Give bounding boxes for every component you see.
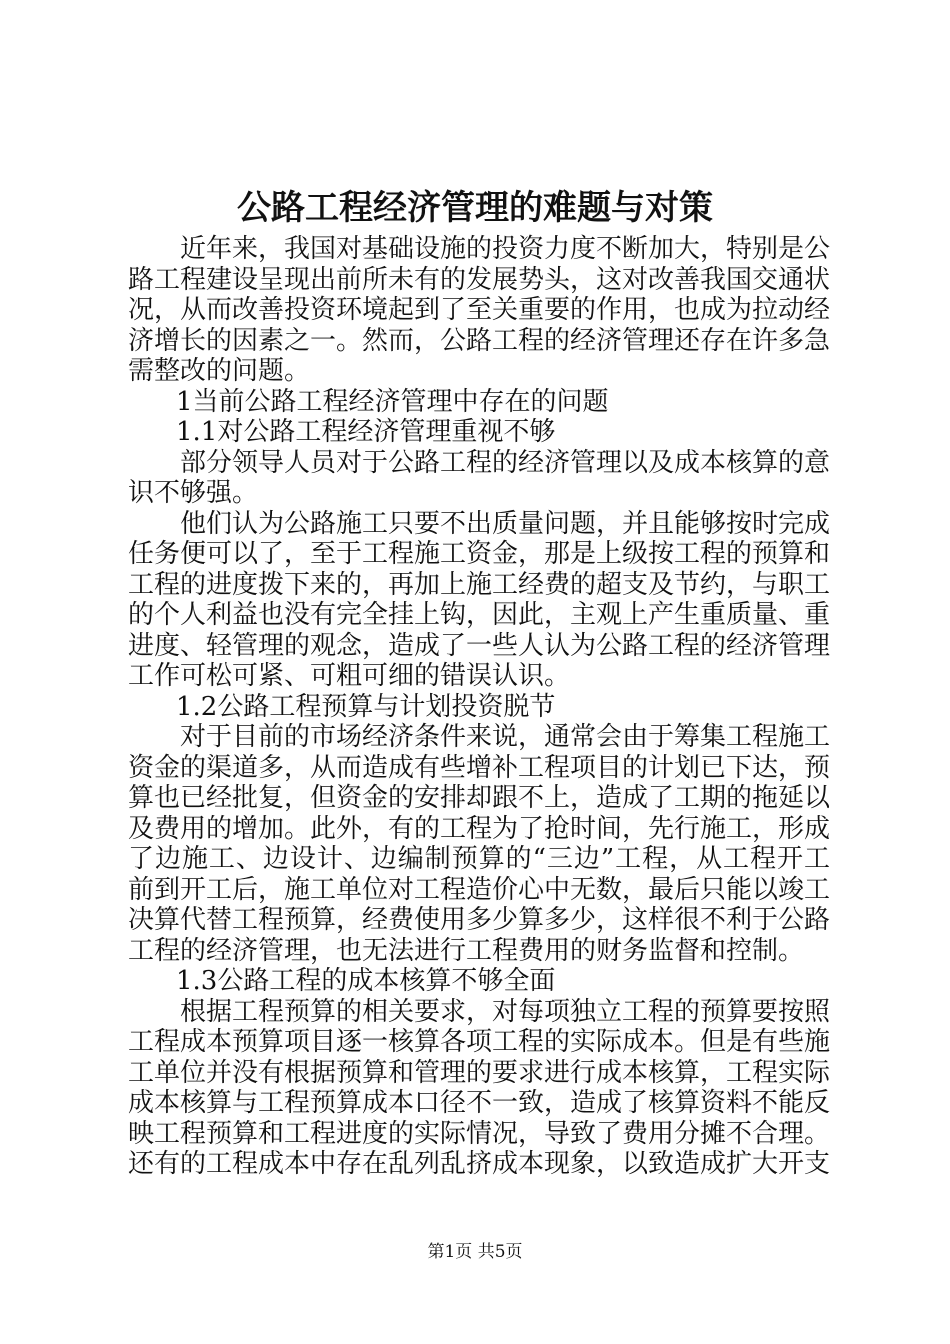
document-title: 公路工程经济管理的难题与对策: [237, 188, 713, 228]
paragraph: 部分领导人员对于公路工程的经济管理以及成本核算的意识不够强。: [128, 447, 831, 508]
document-body: [128, 234, 830, 1180]
section-heading-1: 1当前公路工程经济管理中存在的问题: [176, 386, 609, 417]
paragraph: 他们认为公路施工只要不出质量问题，并且能够按时完成任务便可以了，至于工程施工资金，那是上级按工程的预算和工程的进度拨下来的，再加上施工经费的超支及节约，与职工的个人利益也没有完全挂上钩，因此，主观上产生重质量、重进度、轻管理的观念，造成了一些人认为公路工程的经济管理工作可松可紧、可粗可细的错误认识。: [128, 508, 831, 691]
section-heading-1-3: 1.3公路工程的成本核算不够全面: [176, 966, 556, 996]
paragraph-intro: 近年来，我国对基础设施的投资力度不断加大，特别是公路工程建设呈现出前所未有的发展势头，这对改善我国交通状况，从而改善投资环境起到了至关重要的作用，也成为拉动经济增长的因素之一。然而，公路工程的经济管理还存在许多急需整改的问题。: [128, 234, 831, 386]
section-heading-1-2: 1.2公路工程预算与计划投资脱节: [176, 691, 556, 722]
section-heading-1-1: 1.1对公路工程经济管理重视不够: [176, 417, 556, 447]
paragraph: 对于目前的市场经济条件来说，通常会由于筹集工程施工资金的渠道多，从而造成有些增补工程项目的计划已下达，预算也已经批复，但资金的安排却跟不上，造成了工期的拖延以及费用的增加。此外，有的工程为了抢时间，先行施工，形成了边施工、边设计、边编制预算的“三边”工程，从工程开工前到开工后，施工单位对工程造价心中无数，最后只能以竣工决算代替工程预算，经费使用多少算多少，这样很不利于公路工程的经济管理，也无法进行工程费用的财务监督和控制。: [128, 722, 831, 966]
page-footer: 第1页 共5页: [427, 1242, 523, 1262]
paragraph: 根据工程预算的相关要求，对每项独立工程的预算要按照工程成本预算项目逐一核算各项工程的实际成本。但是有些施工单位并没有根据预算和管理的要求进行成本核算，工程实际成本核算与工程预算成本口径不一致，造成了核算资料不能反映工程预算和工程进度的实际情况，导致了费用分摊不合理。还有的工程成本中存在乱列乱挤成本现象，以致造成扩大开支: [128, 996, 831, 1179]
